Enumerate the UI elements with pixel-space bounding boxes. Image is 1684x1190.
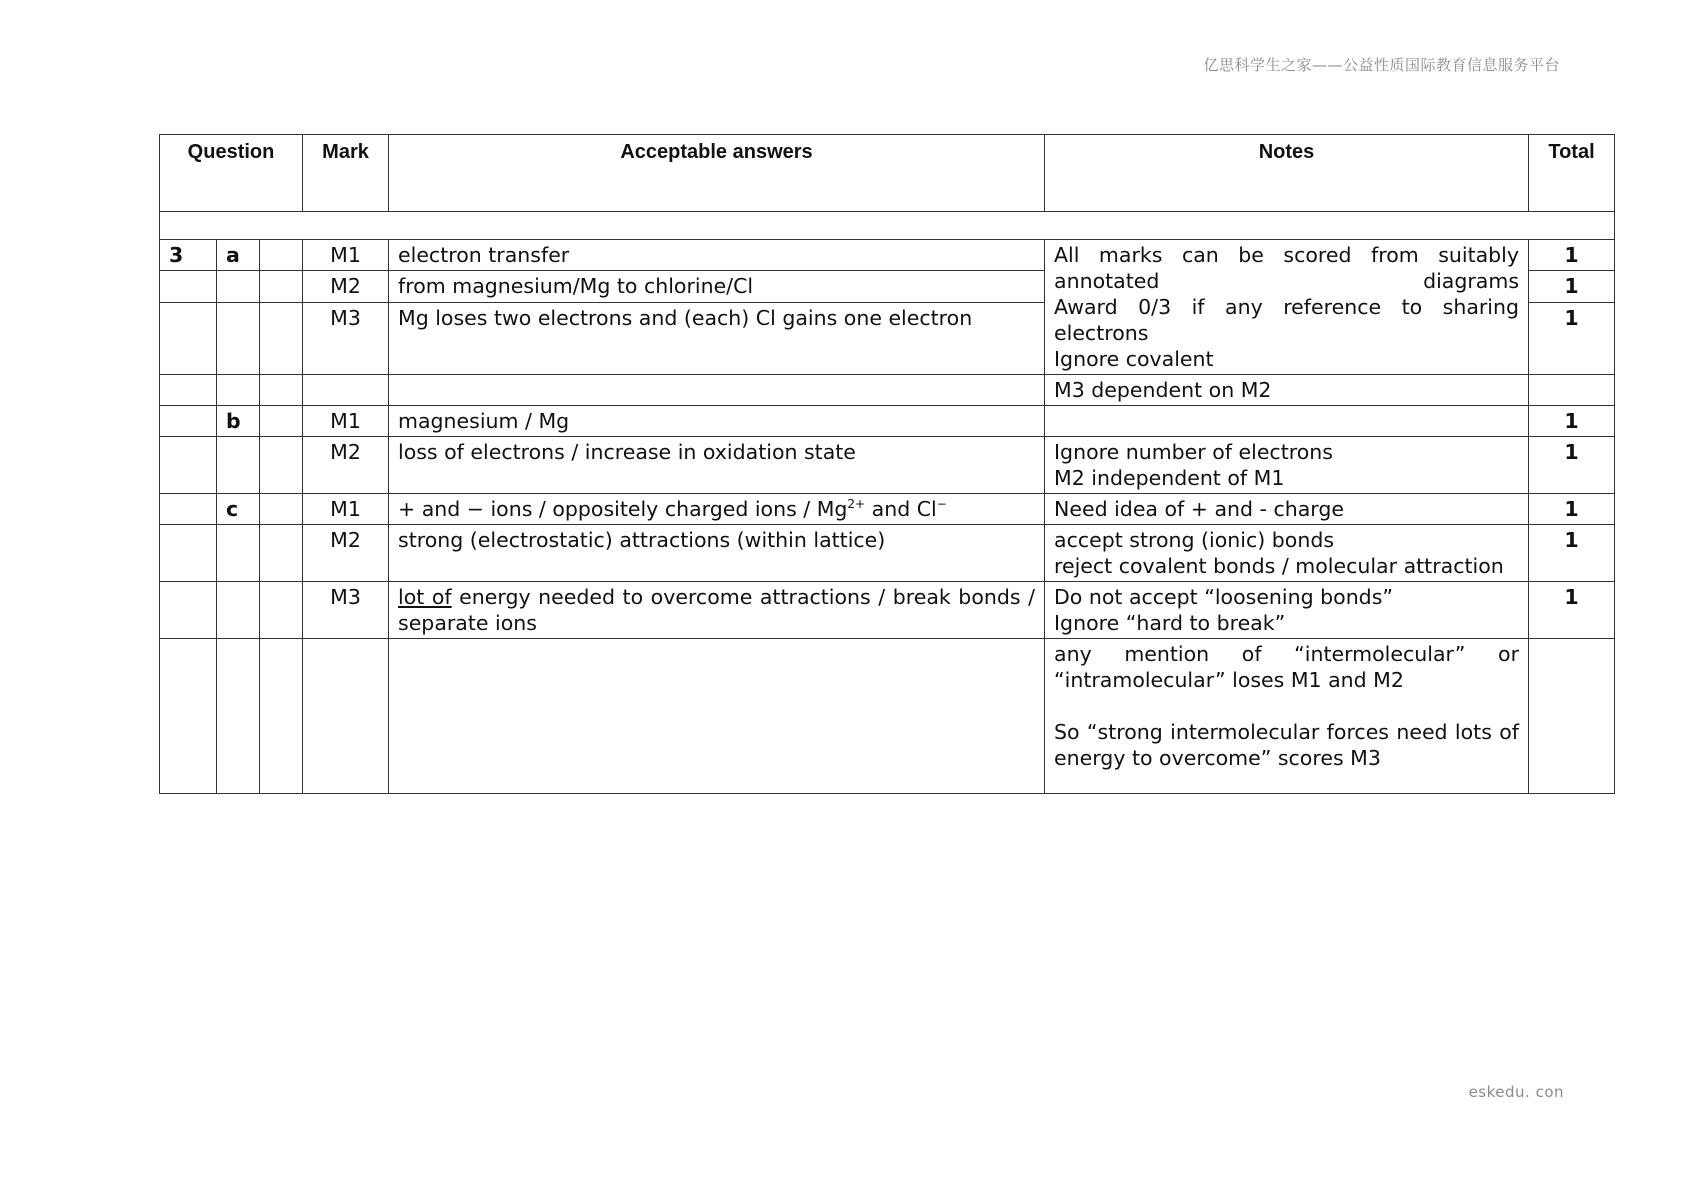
- notes-cell: [1045, 437, 1529, 494]
- total-cell: 1: [1529, 437, 1615, 494]
- mark-label: M1: [303, 494, 389, 525]
- question-part: [217, 639, 260, 794]
- notes-line: Ignore “hard to break”: [1054, 611, 1286, 635]
- question-part: [217, 375, 260, 406]
- question-part: [217, 302, 260, 374]
- header-question: Question: [160, 135, 303, 212]
- answer-underlined: lot of: [398, 585, 452, 609]
- answer-text: and Cl: [865, 497, 937, 521]
- mark-label: [303, 375, 389, 406]
- header-total: Total: [1529, 135, 1615, 212]
- notes-line: Ignore number of electrons: [1054, 440, 1333, 464]
- notes-line: Do not accept “loosening bonds”: [1054, 585, 1393, 609]
- header-row: [160, 135, 1615, 212]
- question-part: c: [217, 494, 260, 525]
- answer-cell: electron transfer: [389, 240, 1045, 271]
- header-notes: Notes: [1045, 135, 1529, 212]
- table-row: [160, 525, 1615, 582]
- total-cell: 1: [1529, 494, 1615, 525]
- table-row: [160, 406, 1615, 437]
- table-row: [160, 240, 1615, 271]
- question-number: [160, 582, 217, 639]
- question-number: [160, 437, 217, 494]
- mark-label: M2: [303, 437, 389, 494]
- notes-cell: [1045, 639, 1529, 794]
- answer-cell: from magnesium/Mg to chlorine/Cl: [389, 271, 1045, 302]
- question-number: [160, 375, 217, 406]
- question-part: [217, 525, 260, 582]
- notes-cell: [1045, 525, 1529, 582]
- total-cell: 1: [1529, 406, 1615, 437]
- question-part: [217, 437, 260, 494]
- subpart-cell: [260, 525, 303, 582]
- notes-cell: [1045, 240, 1529, 375]
- notes-cell: Need idea of + and - charge: [1045, 494, 1529, 525]
- header-mark: Mark: [303, 135, 389, 212]
- subpart-cell: [260, 375, 303, 406]
- table-row: [160, 437, 1615, 494]
- mark-label: M3: [303, 302, 389, 374]
- answer-text: energy needed to overcome attractions / break bonds / separate ions: [398, 585, 1036, 635]
- superscript: 2+: [847, 497, 866, 512]
- notes-cell: [1045, 406, 1529, 437]
- answer-text: + and − ions / oppositely charged ions / Mg: [398, 497, 848, 521]
- question-part: [217, 582, 260, 639]
- subpart-cell: [260, 240, 303, 271]
- mark-label: M2: [303, 271, 389, 302]
- answer-cell: [389, 494, 1045, 525]
- mark-label: [303, 639, 389, 794]
- total-cell: 1: [1529, 525, 1615, 582]
- answer-cell: strong (electrostatic) attractions (within lattice): [389, 525, 1045, 582]
- total-cell: [1529, 375, 1615, 406]
- subpart-cell: [260, 582, 303, 639]
- question-number: [160, 494, 217, 525]
- question-part: a: [217, 240, 260, 271]
- subpart-cell: [260, 437, 303, 494]
- notes-line: any mention of “intermolecular” or “intramolecular” loses M1 and M2: [1054, 642, 1520, 692]
- question-part: b: [217, 406, 260, 437]
- answer-cell: [389, 639, 1045, 794]
- subpart-cell: [260, 494, 303, 525]
- answer-cell: [389, 582, 1045, 639]
- subpart-cell: [260, 639, 303, 794]
- table-row: [160, 639, 1615, 794]
- answer-cell: loss of electrons / increase in oxidation state: [389, 437, 1045, 494]
- superscript: −: [936, 497, 947, 512]
- footer-note: eskedu. con: [1468, 1083, 1564, 1101]
- mark-label: M1: [303, 406, 389, 437]
- question-number: [160, 271, 217, 302]
- notes-cell: [1045, 582, 1529, 639]
- table-row: [160, 494, 1615, 525]
- notes-line: accept strong (ionic) bonds: [1054, 528, 1335, 552]
- total-cell: 1: [1529, 582, 1615, 639]
- mark-label: M3: [303, 582, 389, 639]
- subpart-cell: [260, 302, 303, 374]
- notes-line: So “strong intermolecular forces need lots of energy to overcome” scores M3: [1054, 720, 1520, 770]
- total-cell: 1: [1529, 302, 1615, 374]
- notes-line: All marks can be scored from suitably annotated diagrams: [1054, 243, 1520, 293]
- table-row: [160, 375, 1615, 406]
- total-cell: 1: [1529, 271, 1615, 302]
- notes-line: Ignore covalent: [1054, 347, 1214, 371]
- notes-line: M2 independent of M1: [1054, 466, 1285, 490]
- mark-scheme-table: [159, 134, 1615, 794]
- table-row: [160, 582, 1615, 639]
- question-number: [160, 525, 217, 582]
- mark-label: M2: [303, 525, 389, 582]
- answer-cell: [389, 375, 1045, 406]
- header-note: 亿思科学生之家——公益性质国际教育信息服务平台: [1203, 56, 1560, 74]
- question-number: [160, 302, 217, 374]
- question-number: [160, 406, 217, 437]
- header-answers: Acceptable answers: [389, 135, 1045, 212]
- question-number: [160, 639, 217, 794]
- answer-cell: Mg loses two electrons and (each) Cl gains one electron: [389, 302, 1045, 374]
- notes-line: Award 0/3 if any reference to sharing electrons: [1054, 295, 1520, 345]
- notes-line: reject covalent bonds / molecular attraction: [1054, 554, 1504, 578]
- notes-cell: M3 dependent on M2: [1045, 375, 1529, 406]
- question-part: [217, 271, 260, 302]
- spacer-row: [160, 212, 1615, 240]
- subpart-cell: [260, 406, 303, 437]
- question-number: 3: [160, 240, 217, 271]
- answer-cell: magnesium / Mg: [389, 406, 1045, 437]
- subpart-cell: [260, 271, 303, 302]
- spacer-cell: [160, 212, 1615, 240]
- total-cell: 1: [1529, 240, 1615, 271]
- total-cell: [1529, 639, 1615, 794]
- notes-gap: [1054, 693, 1519, 719]
- mark-label: M1: [303, 240, 389, 271]
